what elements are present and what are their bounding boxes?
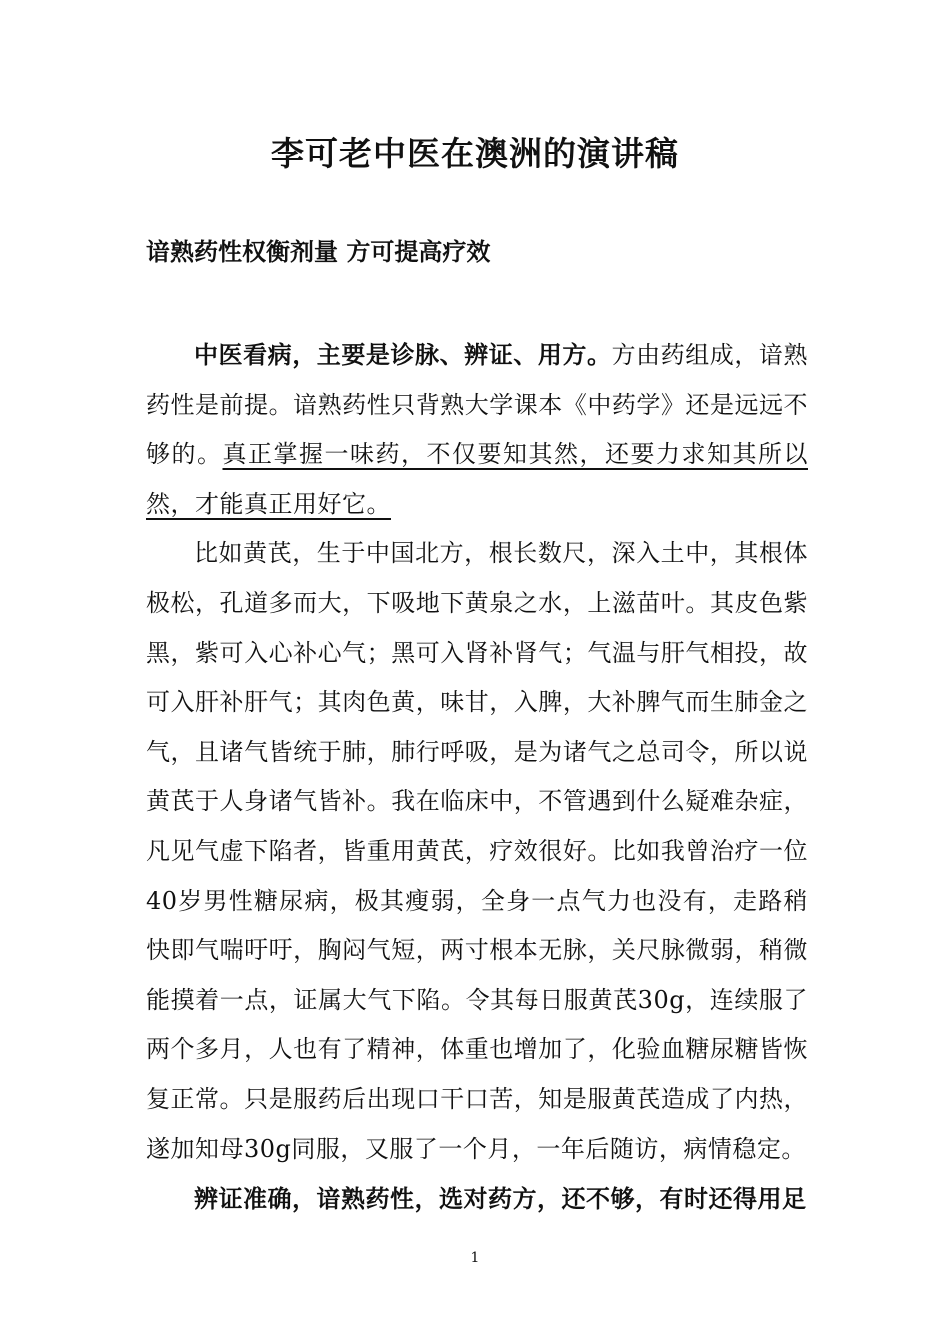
paragraph-intro-text: 方由药组成，谙熟药性是前提。谙熟药性只背熟大学课本《中药学》还是远远不够的。: [146, 341, 808, 469]
page-number: 1: [470, 1250, 480, 1266]
document-title: 李可老中医在澳洲的演讲稿: [271, 134, 679, 173]
paragraph-intro-bold-lead: 中医看病，主要是诊脉、辨证、用方。: [194, 340, 612, 369]
paragraph-intro-underlined: 真正掌握一味药，不仅要知其然，还要力求知其所以然，才能真正用好它。: [146, 440, 808, 518]
document-body: [146, 330, 808, 1224]
paragraph-huangqi: 比如黄芪，生于中国北方，根长数尺，深入土中，其根体极松，孔道多而大，下吸地下黄泉之水，上滋苗叶。其皮色紫黑，紫可入心补心气；黑可入肾补肾气；气温与肝气相投，故可入肝补肝气；其肉色黄，味甘，入脾，大补脾气而生肺金之气，且诸气皆统于肺，肺行呼吸，是为诸气之总司令，所以说黄芪于人身诸气皆补。我在临床中，不管遇到什么疑难杂症，凡见气虚下陷者，皆重用黄芪，疗效很好。比如我曾治疗一位40岁男性糖尿病，极其瘦弱，全身一点气力也没有，走路稍快即气喘吁吁，胸闷气短，两寸根本无脉，关尺脉微弱，稍微能摸着一点，证属大气下陷。令其每日服黄芪30g，连续服了两个多月，人也有了精神，体重也增加了，化验血糖尿糖皆恢复正常。只是服药后出现口干口苦，知是服黄芪造成了内热，遂加知母30g同服，又服了一个月，一年后随访，病情稳定。: [146, 539, 808, 1163]
paragraph-intro: [146, 330, 808, 529]
section-heading: 谙熟药性权衡剂量 方可提高疗效: [146, 237, 491, 266]
paragraph-dosage-lead: 辨证准确，谙熟药性，选对药方，还不够，有时还得用足: [194, 1184, 807, 1214]
